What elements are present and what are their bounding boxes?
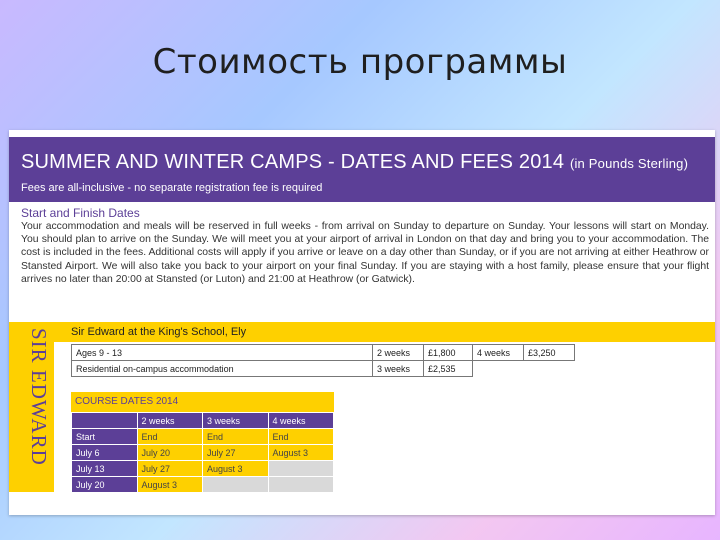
course-dates-row [72,477,334,493]
side-panel [9,322,54,492]
fees-price: £2,535 [424,361,473,377]
course-dates-cell: July 20 [137,445,203,461]
course-dates-cell: End [268,429,334,445]
course-dates-empty-cell [268,461,334,477]
dates-section-heading: Start and Finish Dates [21,206,140,220]
course-dates-row [72,445,334,461]
school-name: Sir Edward at the King's School, Ely [71,326,247,338]
document-title [21,151,688,174]
fees-table [71,344,575,377]
course-dates-table [71,412,334,493]
fees-weeks: 4 weeks [473,345,524,361]
course-dates-row [72,429,334,445]
document-header [9,137,715,202]
fees-weeks: 3 weeks [373,361,424,377]
course-dates-cell: July 27 [137,461,203,477]
fees-price: £1,800 [424,345,473,361]
fees-label: Residential on-campus accommodation [72,361,373,377]
course-dates-header-row [72,413,334,429]
side-label: SIR EDWARD [27,328,51,466]
course-dates-start-cell: Start [72,429,138,445]
document-title-text: SUMMER AND WINTER CAMPS - DATES AND FEES 2014 [21,151,565,173]
course-dates-empty-cell [203,477,269,493]
fees-label: Ages 9 - 13 [72,345,373,361]
course-dates-start-cell: July 6 [72,445,138,461]
course-dates-cell: End [137,429,203,445]
course-dates-header-cell [72,413,138,429]
course-dates-title: COURSE DATES 2014 [71,392,334,412]
dates-section-body: Your accommodation and meals will be reserved in full weeks - from arrival on Sunday to departure on Sunday. Your lessons will start on Monday. You should plan to arrive on the Sunday. We will meet you at your airport of arrival in London on that day and bring you to your accommodation. The cost is included in the fees. Additional costs will apply if you arrive or leave on a day other than Sunday, or if you are not arriving at either Heathrow or Stansted Airport. We will also take you back to your airport on your final Sunday. If you are staying with a host family, please ensure that your flight arrives no later than 20:00 at Stansted (or Luton) and 21:00 at Heathrow (or Gatwick). [21,221,709,285]
course-dates-header-cell: 2 weeks [137,413,203,429]
slide-title: Стоимость программы [152,42,568,82]
course-dates-row [72,461,334,477]
course-dates-cell: July 27 [203,445,269,461]
course-dates-header-cell: 4 weeks [268,413,334,429]
course-dates-cell: End [203,429,269,445]
fees-weeks: 2 weeks [373,345,424,361]
course-dates-cell: August 3 [268,445,334,461]
fees-price: £3,250 [524,345,575,361]
fees-document [9,130,715,515]
fees-row-accommodation [72,361,575,377]
currency-note: (in Pounds Sterling) [569,156,689,171]
course-dates-cell: August 3 [137,477,203,493]
course-dates-start-cell: July 20 [72,477,138,493]
course-dates-cell: August 3 [203,461,269,477]
course-dates-start-cell: July 13 [72,461,138,477]
course-dates-empty-cell [268,477,334,493]
fees-row-ages [72,345,575,361]
document-subtitle: Fees are all-inclusive - no separate registration fee is required [21,182,323,194]
course-dates-header-cell: 3 weeks [203,413,269,429]
